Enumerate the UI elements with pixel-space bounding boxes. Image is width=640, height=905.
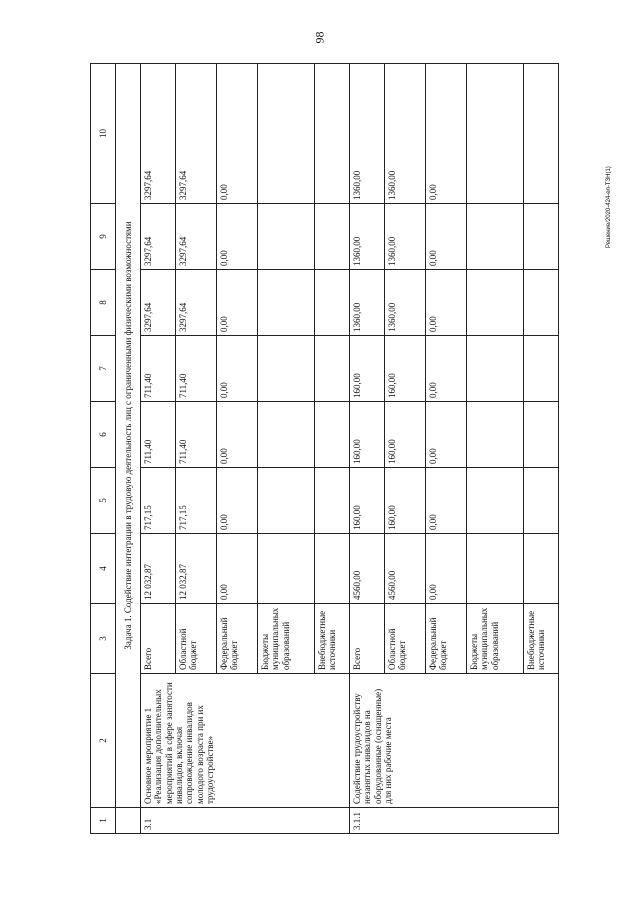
funding-source: Бюджеты муниципальных образований	[467, 604, 524, 674]
value-cell: 717,15	[141, 468, 176, 534]
value-cell: 0,00	[217, 204, 258, 270]
column-header: 4	[91, 534, 116, 604]
item-name: Содействие трудоустройству незанятых инвалидов на оборудованные (оснащенные) для них рабочие места	[350, 674, 559, 808]
value-cell: 0,00	[426, 64, 467, 204]
value-cell: 711,40	[141, 336, 176, 402]
value-cell: 160,00	[385, 402, 426, 468]
value-cell	[315, 468, 350, 534]
value-cell: 717,15	[176, 468, 217, 534]
funding-source: Внебюджетные источники	[524, 604, 559, 674]
value-cell	[524, 204, 559, 270]
value-cell: 0,00	[426, 468, 467, 534]
value-cell: 160,00	[385, 336, 426, 402]
value-cell	[258, 204, 315, 270]
value-cell	[315, 64, 350, 204]
value-cell: 3297,64	[141, 270, 176, 336]
value-cell: 0,00	[217, 402, 258, 468]
funding-source: Бюджеты муниципальных образований	[258, 604, 315, 674]
value-cell: 0,00	[217, 270, 258, 336]
budget-table	[90, 63, 559, 834]
value-cell: 12 032,87	[176, 534, 217, 604]
value-cell	[315, 402, 350, 468]
value-cell: 12 032,87	[141, 534, 176, 604]
column-header: 7	[91, 336, 116, 402]
value-cell: 160,00	[350, 402, 385, 468]
funding-source: Внебюджетные источники	[315, 604, 350, 674]
value-cell: 160,00	[385, 468, 426, 534]
funding-source: Областной бюджет	[385, 604, 426, 674]
column-header: 8	[91, 270, 116, 336]
value-cell	[467, 204, 524, 270]
value-cell	[467, 402, 524, 468]
value-cell	[524, 336, 559, 402]
value-cell: 3297,64	[141, 204, 176, 270]
value-cell	[524, 468, 559, 534]
value-cell	[467, 64, 524, 204]
column-header: 3	[91, 604, 116, 674]
value-cell: 0,00	[217, 468, 258, 534]
funding-source: Федеральный бюджет	[217, 604, 258, 674]
document-footer: Решение/2020-424-ел-ТЗН(1)	[606, 166, 612, 248]
value-cell: 711,40	[141, 402, 176, 468]
funding-source: Областной бюджет	[176, 604, 217, 674]
column-header: 1	[91, 808, 116, 834]
column-header: 10	[91, 64, 116, 204]
task-title: Задача 1. Содействие интеграции в трудовую деятельность лиц с ограниченными физическими возможностями	[116, 64, 141, 808]
value-cell: 0,00	[217, 534, 258, 604]
value-cell: 0,00	[426, 270, 467, 336]
value-cell: 0,00	[217, 336, 258, 402]
value-cell: 3297,64	[176, 270, 217, 336]
value-cell: 711,40	[176, 402, 217, 468]
value-cell	[467, 534, 524, 604]
value-cell: 0,00	[217, 64, 258, 204]
value-cell: 3297,64	[176, 64, 217, 204]
column-header: 9	[91, 204, 116, 270]
value-cell	[315, 336, 350, 402]
value-cell: 1360,00	[350, 64, 385, 204]
value-cell: 1360,00	[385, 204, 426, 270]
value-cell	[258, 270, 315, 336]
funding-source: Всего	[141, 604, 176, 674]
value-cell: 1360,00	[385, 64, 426, 204]
column-header: 6	[91, 402, 116, 468]
value-cell	[467, 468, 524, 534]
value-cell: 711,40	[176, 336, 217, 402]
item-name: Основное мероприятие 1 «Реализация дополнительных мероприятий в сфере занятости инвалидов, включая сопровождение инвалидов молодого возраста при их трудоустройстве»	[141, 674, 350, 808]
header-row	[91, 64, 116, 834]
value-cell	[258, 336, 315, 402]
value-cell: 4560,00	[350, 534, 385, 604]
value-cell	[315, 534, 350, 604]
value-cell: 1360,00	[350, 204, 385, 270]
value-cell	[315, 204, 350, 270]
value-cell: 160,00	[350, 468, 385, 534]
column-header: 5	[91, 468, 116, 534]
value-cell	[467, 270, 524, 336]
value-cell	[524, 534, 559, 604]
value-cell: 4560,00	[385, 534, 426, 604]
value-cell	[315, 270, 350, 336]
column-header: 2	[91, 674, 116, 808]
item-number: 3.1.1	[350, 808, 559, 834]
value-cell: 0,00	[426, 534, 467, 604]
table-row	[350, 64, 385, 834]
value-cell	[467, 336, 524, 402]
funding-source: Федеральный бюджет	[426, 604, 467, 674]
value-cell: 1360,00	[350, 270, 385, 336]
funding-source: Всего	[350, 604, 385, 674]
value-cell	[258, 468, 315, 534]
value-cell: 3297,64	[141, 64, 176, 204]
rotated-table-container	[90, 64, 547, 834]
value-cell	[524, 64, 559, 204]
value-cell	[258, 402, 315, 468]
value-cell	[524, 270, 559, 336]
value-cell	[524, 402, 559, 468]
value-cell	[258, 534, 315, 604]
table-row	[141, 64, 176, 834]
value-cell: 160,00	[350, 336, 385, 402]
task-row	[116, 64, 141, 834]
value-cell: 0,00	[426, 336, 467, 402]
value-cell: 3297,64	[176, 204, 217, 270]
value-cell: 1360,00	[385, 270, 426, 336]
page-number: 98	[312, 31, 327, 44]
value-cell	[258, 64, 315, 204]
item-number: 3.1	[141, 808, 350, 834]
value-cell: 0,00	[426, 204, 467, 270]
value-cell: 0,00	[426, 402, 467, 468]
